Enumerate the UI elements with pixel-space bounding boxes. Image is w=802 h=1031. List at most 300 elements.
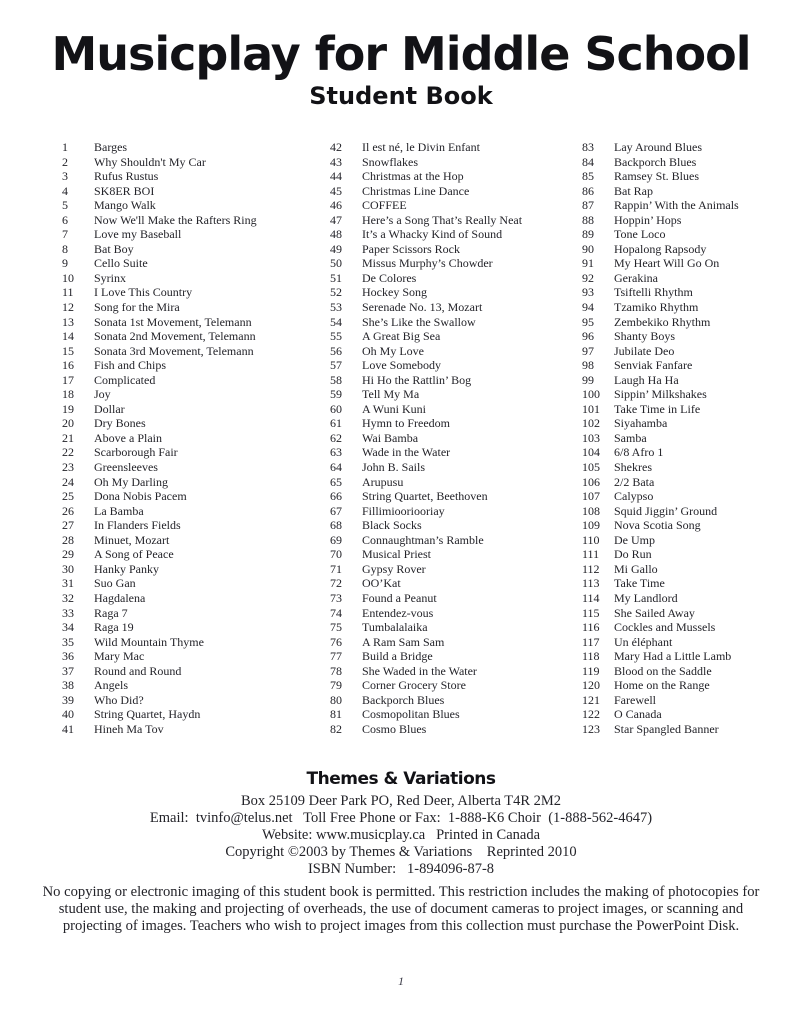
toc-entry-title: John B. Sails xyxy=(362,460,426,475)
toc-entry xyxy=(330,300,580,315)
toc-entry-number: 80 xyxy=(330,692,342,707)
toc-entry-number: 122 xyxy=(582,707,600,722)
toc-entry xyxy=(62,271,312,286)
toc-entry xyxy=(582,620,802,635)
toc-entry xyxy=(330,562,580,577)
page-title: Musicplay for Middle School xyxy=(51,27,751,81)
toc-entry-title: Angels xyxy=(94,678,128,693)
toc-entry xyxy=(330,213,580,228)
toc-entry xyxy=(62,678,312,693)
toc-entry-number: 85 xyxy=(582,169,594,184)
toc-entry-number: 59 xyxy=(330,387,342,402)
toc-entry-title: Build a Bridge xyxy=(362,649,433,664)
toc-entry-number: 73 xyxy=(330,590,342,605)
toc-entry-number: 99 xyxy=(582,372,594,387)
toc-entry-number: 70 xyxy=(330,547,342,562)
toc-entry-title: Why Shouldn't My Car xyxy=(94,154,206,169)
toc-entry-number: 33 xyxy=(62,605,74,620)
toc-entry xyxy=(582,358,802,373)
toc-entry xyxy=(62,387,312,402)
toc-entry-title: SK8ER BOI xyxy=(94,183,155,198)
toc-entry-number: 13 xyxy=(62,314,74,329)
toc-entry-title: Love Somebody xyxy=(362,358,441,373)
toc-entry-number: 88 xyxy=(582,212,594,227)
toc-entry-title: Corner Grocery Store xyxy=(362,678,466,693)
toc-entry xyxy=(582,678,802,693)
toc-entry-title: Siyahamba xyxy=(614,416,668,431)
toc-entry-number: 45 xyxy=(330,183,342,198)
toc-entry xyxy=(582,155,802,170)
toc-entry xyxy=(582,635,802,650)
page-number: 1 xyxy=(398,974,404,988)
toc-entry-number: 15 xyxy=(62,343,74,358)
toc-entry-title: De Ump xyxy=(614,532,655,547)
toc-entry-title: Rappin’ With the Animals xyxy=(614,198,739,213)
toc-entry-title: Song for the Mira xyxy=(94,300,180,315)
toc-entry xyxy=(62,227,312,242)
toc-entry-title: Barges xyxy=(94,140,128,154)
toc-entry-number: 31 xyxy=(62,576,74,591)
toc-entry-title: Samba xyxy=(614,430,647,445)
toc-entry-number: 29 xyxy=(62,547,74,562)
toc-entry-title: Tell My Ma xyxy=(362,387,420,402)
toc-entry-title: Wai Bamba xyxy=(362,430,419,445)
toc-entry-title: Love my Baseball xyxy=(94,227,182,242)
toc-entry-title: Tsiftelli Rhythm xyxy=(614,285,693,300)
toc-entry-title: Christmas Line Dance xyxy=(362,183,470,198)
toc-entry-title: Dry Bones xyxy=(94,416,146,431)
toc-entry-number: 48 xyxy=(330,227,342,242)
toc-entry-title: My Heart Will Go On xyxy=(614,256,720,271)
toc-entry xyxy=(62,431,312,446)
toc-entry xyxy=(582,489,802,504)
toc-entry-title: Shekres xyxy=(614,460,652,475)
toc-entry-number: 113 xyxy=(582,576,600,591)
toc-entry xyxy=(62,620,312,635)
toc-entry-title: Gerakina xyxy=(614,270,658,285)
toc-entry-title: Jubilate Deo xyxy=(614,343,675,358)
toc-entry-number: 52 xyxy=(330,285,342,300)
toc-entry-number: 114 xyxy=(582,590,600,605)
toc-entry-number: 64 xyxy=(330,460,342,475)
toc-entry xyxy=(330,547,580,562)
toc-entry-number: 24 xyxy=(62,474,74,489)
toc-entry-title: Tone Loco xyxy=(614,227,666,242)
toc-entry-title: Sonata 3rd Movement, Telemann xyxy=(94,343,254,358)
toc-entry-number: 42 xyxy=(330,140,342,154)
toc-entry-title: Above a Plain xyxy=(94,430,162,445)
toc-entry xyxy=(582,285,802,300)
toc-entry xyxy=(330,707,580,722)
toc-entry-number: 53 xyxy=(330,300,342,315)
toc-entry-number: 47 xyxy=(330,212,342,227)
toc-entry-number: 41 xyxy=(62,721,74,736)
toc-entry-number: 50 xyxy=(330,256,342,271)
toc-entry xyxy=(330,271,580,286)
toc-entry-number: 7 xyxy=(62,227,68,242)
toc-entry-title: Scarborough Fair xyxy=(94,445,178,460)
toc-entry xyxy=(330,358,580,373)
toc-entry-title: Nova Scotia Song xyxy=(614,518,701,533)
toc-entry-title: Gypsy Rover xyxy=(362,561,426,576)
toc-entry xyxy=(582,300,802,315)
toc-entry-number: 123 xyxy=(582,721,600,736)
toc-entry xyxy=(582,475,802,490)
toc-entry xyxy=(330,620,580,635)
toc-entry xyxy=(330,315,580,330)
toc-entry xyxy=(62,315,312,330)
toc-entry-title: Dona Nobis Pacem xyxy=(94,489,187,504)
toc-entry-number: 110 xyxy=(582,532,600,547)
toc-entry-title: OO’Kat xyxy=(362,576,401,591)
toc-entry xyxy=(330,416,580,431)
toc-entry-title: It’s a Whacky Kind of Sound xyxy=(362,227,503,242)
toc-entry xyxy=(330,445,580,460)
toc-entry-title: Dollar xyxy=(94,401,125,416)
toc-entry-title: Un éléphant xyxy=(614,634,673,649)
toc-entry xyxy=(582,169,802,184)
toc-entry xyxy=(330,504,580,519)
toc-entry xyxy=(582,402,802,417)
toc-entry-title: Take Time in Life xyxy=(614,401,701,416)
toc-entry xyxy=(62,606,312,621)
toc-entry xyxy=(62,184,312,199)
toc-entry xyxy=(330,489,580,504)
toc-entry-number: 86 xyxy=(582,183,594,198)
toc-entry-title: Mary Mac xyxy=(94,649,145,664)
toc-entry-title: Tzamiko Rhythm xyxy=(614,300,699,315)
toc-entry xyxy=(582,329,802,344)
toc-entry-title: Mi Gallo xyxy=(614,561,658,576)
toc-column-2 xyxy=(330,140,580,736)
toc-entry-title: Fish and Chips xyxy=(94,358,167,373)
toc-entry-number: 19 xyxy=(62,401,74,416)
toc-entry-title: Fillimiooriooriay xyxy=(362,503,445,518)
toc-entry xyxy=(330,678,580,693)
toc-entry-number: 37 xyxy=(62,663,74,678)
toc-entry-title: My Landlord xyxy=(614,590,678,605)
toc-entry xyxy=(330,155,580,170)
toc-entry-number: 11 xyxy=(62,285,74,300)
toc-entry-title: Take Time xyxy=(614,576,665,591)
toc-entry-number: 87 xyxy=(582,198,594,213)
toc-entry-number: 1 xyxy=(62,140,68,154)
toc-entry-number: 36 xyxy=(62,649,74,664)
toc-entry-title: Snowflakes xyxy=(362,154,418,169)
toc-entry xyxy=(582,606,802,621)
toc-entry-title: Laugh Ha Ha xyxy=(614,372,679,387)
toc-entry-number: 46 xyxy=(330,198,342,213)
toc-entry xyxy=(582,198,802,213)
toc-entry xyxy=(330,591,580,606)
toc-entry-number: 121 xyxy=(582,692,600,707)
toc-entry xyxy=(582,227,802,242)
toc-entry-title: Paper Scissors Rock xyxy=(362,241,460,256)
toc-entry-title: COFFEE xyxy=(362,198,407,213)
toc-entry-title: Ramsey St. Blues xyxy=(614,169,700,184)
toc-entry-title: Backporch Blues xyxy=(614,154,697,169)
toc-entry-title: Calypso xyxy=(614,489,654,504)
toc-entry xyxy=(330,518,580,533)
toc-entry-number: 81 xyxy=(330,707,342,722)
toc-entry-number: 112 xyxy=(582,561,600,576)
toc-entry-number: 92 xyxy=(582,270,594,285)
toc-entry-title: Mango Walk xyxy=(94,198,156,213)
page-subtitle: Student Book xyxy=(309,82,493,110)
toc-entry-title: A Great Big Sea xyxy=(362,329,441,344)
toc-entry-number: 97 xyxy=(582,343,594,358)
toc-entry-title: Entendez-vous xyxy=(362,605,434,620)
toc-column-3 xyxy=(582,140,802,736)
toc-entry-title: Cockles and Mussels xyxy=(614,620,716,635)
toc-entry xyxy=(62,562,312,577)
toc-entry-title: Squid Jiggin’ Ground xyxy=(614,503,718,518)
toc-entry xyxy=(62,591,312,606)
toc-entry-title: Round and Round xyxy=(94,663,182,678)
toc-entry-number: 76 xyxy=(330,634,342,649)
toc-entry-title: La Bamba xyxy=(94,503,144,518)
toc-entry-title: Star Spangled Banner xyxy=(614,721,719,736)
toc-entry-number: 43 xyxy=(330,154,342,169)
toc-entry-number: 54 xyxy=(330,314,342,329)
toc-entry-number: 107 xyxy=(582,489,600,504)
toc-entry-number: 10 xyxy=(62,270,74,285)
toc-entry-number: 21 xyxy=(62,430,74,445)
toc-entry-title: Cosmo Blues xyxy=(362,721,427,736)
toc-entry-number: 95 xyxy=(582,314,594,329)
toc-entry-number: 38 xyxy=(62,678,74,693)
toc-entry-number: 94 xyxy=(582,300,594,315)
toc-entry-number: 67 xyxy=(330,503,342,518)
toc-entry-number: 108 xyxy=(582,503,600,518)
toc-entry-number: 55 xyxy=(330,329,342,344)
toc-entry-title: Bat Rap xyxy=(614,183,653,198)
toc-entry-number: 75 xyxy=(330,620,342,635)
toc-entry-number: 72 xyxy=(330,576,342,591)
toc-entry-number: 5 xyxy=(62,198,68,213)
toc-entry xyxy=(582,431,802,446)
toc-entry-number: 105 xyxy=(582,460,600,475)
toc-entry-title: Hoppin’ Hops xyxy=(614,212,682,227)
toc-entry xyxy=(62,198,312,213)
toc-entry-number: 119 xyxy=(582,663,600,678)
toc-entry xyxy=(330,533,580,548)
toc-entry xyxy=(582,533,802,548)
toc-entry xyxy=(330,198,580,213)
toc-entry-title: String Quartet, Haydn xyxy=(94,707,201,722)
toc-entry-title: Zembekiko Rhythm xyxy=(614,314,711,329)
toc-entry xyxy=(330,169,580,184)
toc-entry-number: 25 xyxy=(62,489,74,504)
toc-entry-title: Do Run xyxy=(614,547,652,562)
publisher-website: Website: www.musicplay.ca Printed in Canada xyxy=(261,827,541,843)
toc-entry-number: 22 xyxy=(62,445,74,460)
toc-entry-number: 101 xyxy=(582,401,600,416)
toc-entry xyxy=(582,722,802,737)
toc-entry-number: 68 xyxy=(330,518,342,533)
toc-entry-number: 39 xyxy=(62,692,74,707)
toc-entry xyxy=(62,155,312,170)
toc-entry-title: Minuet, Mozart xyxy=(94,532,170,547)
toc-entry-number: 30 xyxy=(62,561,74,576)
toc-entry xyxy=(582,547,802,562)
toc-entry-title: Complicated xyxy=(94,372,156,387)
toc-entry xyxy=(62,169,312,184)
toc-entry-title: Farewell xyxy=(614,692,656,707)
toc-entry-title: Raga 7 xyxy=(94,605,128,620)
toc-entry-title: Sonata 1st Movement, Telemann xyxy=(94,314,252,329)
toc-entry-title: Shanty Boys xyxy=(614,329,676,344)
toc-entry-number: 77 xyxy=(330,649,342,664)
toc-entry-number: 58 xyxy=(330,372,342,387)
toc-entry-title: Hopalong Rapsody xyxy=(614,241,707,256)
toc-entry xyxy=(330,140,580,155)
toc-entry-number: 116 xyxy=(582,620,600,635)
toc-entry-title: Hockey Song xyxy=(362,285,427,300)
toc-entry-title: Greensleeves xyxy=(94,460,158,475)
toc-entry-title: 6/8 Afro 1 xyxy=(614,445,664,460)
toc-entry-title: Hanky Panky xyxy=(94,561,159,576)
toc-entry-number: 60 xyxy=(330,401,342,416)
toc-entry-title: She’s Like the Swallow xyxy=(362,314,476,329)
toc-entry-number: 91 xyxy=(582,256,594,271)
toc-entry xyxy=(330,664,580,679)
toc-entry xyxy=(582,576,802,591)
toc-entry-title: Backporch Blues xyxy=(362,692,445,707)
toc-entry-title: Missus Murphy’s Chowder xyxy=(362,256,493,271)
toc-entry-number: 56 xyxy=(330,343,342,358)
isbn-line: ISBN Number: 1-894096-87-8 xyxy=(307,861,495,877)
toc-entry-title: In Flanders Fields xyxy=(94,518,181,533)
toc-entry xyxy=(330,460,580,475)
publisher-name: Themes & Variations xyxy=(306,769,496,789)
toc-entry-title: A Wuni Kuni xyxy=(362,401,426,416)
toc-entry-title: Il est né, le Divin Enfant xyxy=(362,140,480,154)
toc-entry xyxy=(582,693,802,708)
toc-entry-number: 83 xyxy=(582,140,594,154)
toc-entry-number: 82 xyxy=(330,721,342,736)
toc-entry xyxy=(62,722,312,737)
toc-entry xyxy=(330,635,580,650)
toc-entry-title: I Love This Country xyxy=(94,285,193,300)
toc-entry xyxy=(330,722,580,737)
toc-entry-title: Cosmopolitan Blues xyxy=(362,707,460,722)
toc-entry-title: Sippin’ Milkshakes xyxy=(614,387,707,402)
toc-entry-title: Who Did? xyxy=(94,692,144,707)
toc-entry xyxy=(582,271,802,286)
toc-entry-number: 51 xyxy=(330,270,342,285)
toc-entry-number: 26 xyxy=(62,503,74,518)
toc-entry-title: Serenade No. 13, Mozart xyxy=(362,300,483,315)
toc-entry-title: Found a Peanut xyxy=(362,590,437,605)
toc-entry xyxy=(582,707,802,722)
toc-entry xyxy=(330,606,580,621)
toc-entry xyxy=(330,227,580,242)
toc-entry xyxy=(582,518,802,533)
toc-entry-number: 2 xyxy=(62,154,68,169)
toc-entry-number: 71 xyxy=(330,561,342,576)
toc-entry-title: Suo Gan xyxy=(94,576,136,591)
toc-entry-number: 23 xyxy=(62,460,74,475)
toc-entry-number: 117 xyxy=(582,634,600,649)
toc-entry-title: Hi Ho the Rattlin’ Bog xyxy=(362,372,472,387)
toc-entry xyxy=(330,285,580,300)
toc-entry-number: 4 xyxy=(62,183,68,198)
toc-entry-number: 63 xyxy=(330,445,342,460)
toc-entry-number: 102 xyxy=(582,416,600,431)
toc-column-1 xyxy=(62,140,312,736)
toc-entry-title: Tumbalalaika xyxy=(362,620,428,635)
toc-entry-title: Home on the Range xyxy=(614,678,710,693)
toc-entry xyxy=(62,213,312,228)
toc-entry xyxy=(62,649,312,664)
toc-entry xyxy=(62,460,312,475)
toc-entry-title: Hagdalena xyxy=(94,590,146,605)
toc-entry xyxy=(582,140,802,155)
toc-entry-number: 9 xyxy=(62,256,68,271)
toc-entry xyxy=(62,635,312,650)
toc-entry-number: 96 xyxy=(582,329,594,344)
toc-entry-number: 12 xyxy=(62,300,74,315)
toc-entry-title: Here’s a Song That’s Really Neat xyxy=(362,212,523,227)
toc-entry-title: A Ram Sam Sam xyxy=(362,634,445,649)
toc-entry xyxy=(330,402,580,417)
toc-entry-number: 6 xyxy=(62,212,68,227)
toc-entry xyxy=(62,344,312,359)
toc-entry-title: Hymn to Freedom xyxy=(362,416,450,431)
toc-entry-number: 20 xyxy=(62,416,74,431)
toc-entry xyxy=(582,664,802,679)
toc-entry-number: 34 xyxy=(62,620,74,635)
publisher-address: Box 25109 Deer Park PO, Red Deer, Alberta T4R 2M2 xyxy=(240,793,562,809)
toc-entry-title: Cello Suite xyxy=(94,256,148,271)
toc-entry-number: 89 xyxy=(582,227,594,242)
toc-entry-title: De Colores xyxy=(362,270,417,285)
toc-entry xyxy=(330,387,580,402)
toc-entry-title: Oh My Love xyxy=(362,343,424,358)
toc-entry xyxy=(330,649,580,664)
toc-entry xyxy=(62,533,312,548)
toc-entry-title: Mary Had a Little Lamb xyxy=(614,649,732,664)
toc-entry-number: 62 xyxy=(330,430,342,445)
toc-entry-title: Hineh Ma Tov xyxy=(94,721,164,736)
toc-entry xyxy=(62,504,312,519)
toc-entry-number: 40 xyxy=(62,707,74,722)
toc-entry xyxy=(582,445,802,460)
toc-entry-title: Sonata 2nd Movement, Telemann xyxy=(94,329,256,344)
toc-entry-number: 120 xyxy=(582,678,600,693)
toc-entry-number: 111 xyxy=(582,547,600,562)
toc-entry xyxy=(582,649,802,664)
toc-entry-number: 32 xyxy=(62,590,74,605)
toc-entry xyxy=(62,329,312,344)
toc-entry-number: 100 xyxy=(582,387,600,402)
toc-entry-title: Wade in the Water xyxy=(362,445,451,460)
toc-entry xyxy=(62,402,312,417)
toc-entry-title: Oh My Darling xyxy=(94,474,168,489)
toc-entry xyxy=(582,460,802,475)
toc-entry xyxy=(330,344,580,359)
toc-entry xyxy=(330,242,580,257)
toc-entry-number: 69 xyxy=(330,532,342,547)
toc-entry-title: She Sailed Away xyxy=(614,605,695,620)
toc-entry xyxy=(62,445,312,460)
toc-entry-title: Blood on the Saddle xyxy=(614,663,712,678)
toc-entry-number: 61 xyxy=(330,416,342,431)
toc-entry-title: Connaughtman’s Ramble xyxy=(362,532,484,547)
toc-entry xyxy=(62,693,312,708)
toc-entry-number: 18 xyxy=(62,387,74,402)
